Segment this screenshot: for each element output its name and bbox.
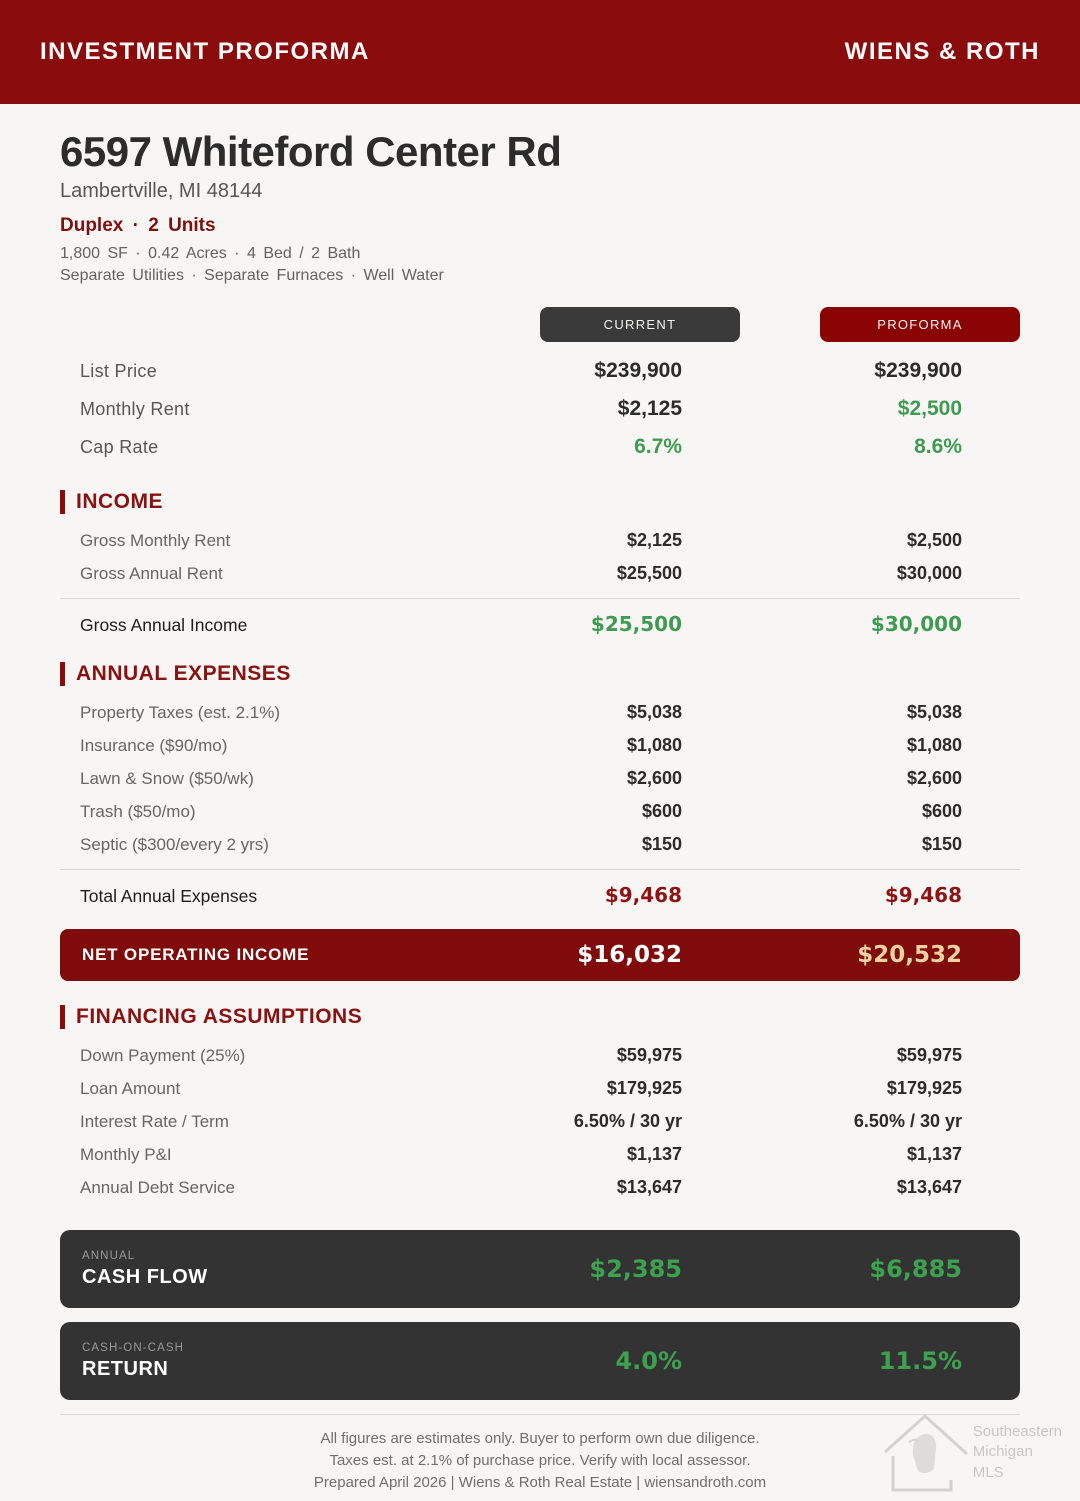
section-title: FINANCING ASSUMPTIONS [76,1005,363,1028]
footer-line-3: Prepared April 2026 | Wiens & Roth Real Estate | wiensandroth.com [313,1473,767,1491]
total-value-proforma: $30,000 [870,612,962,636]
noi-value-current: $16,032 [577,942,682,968]
row-label: Trash ($50/mo) [80,802,196,821]
row-label: Annual Debt Service [80,1178,235,1197]
row-label: Monthly P&I [80,1145,172,1164]
total-value-proforma: $9,468 [884,883,962,907]
section-title: ANNUAL EXPENSES [76,662,291,685]
footer-line-2: Taxes est. at 2.1% of purchase price. Verify with local assessor. [329,1451,751,1469]
income-table [60,524,1020,590]
brand-name: WIENS & ROTH [844,38,1040,65]
row-value-proforma: $150 [921,834,962,854]
section-accent-bar [60,1005,65,1029]
return-label: RETURN [82,1357,169,1380]
table-row [60,729,1020,762]
cash-flow-proforma: $6,885 [869,1255,962,1283]
row-value-current: $2,125 [617,397,682,420]
row-label: Monthly Rent [80,399,190,419]
column-header-row [60,307,1020,342]
row-value-proforma: $600 [921,801,962,821]
divider [60,598,1020,599]
row-value-proforma: $5,038 [906,702,962,722]
section-accent-bar [60,662,65,686]
cash-flow-label: CASH FLOW [82,1265,208,1288]
row-value-current: $239,900 [594,359,682,382]
net-operating-income-bar [60,929,1020,981]
property-address: 6597 Whiteford Center Rd [60,128,562,175]
mls-logo-text [973,1422,1062,1483]
table-row [60,696,1020,729]
expenses-total-row [60,878,1020,909]
row-value-proforma: $1,137 [906,1144,962,1164]
section-accent-bar [60,490,65,514]
row-label: Gross Annual Rent [80,564,223,583]
row-value-proforma: $239,900 [874,359,962,382]
divider [60,869,1020,870]
property-type-units: Duplex · 2 Units [60,215,216,236]
table-row [60,828,1020,861]
row-value-current: $13,647 [616,1177,682,1197]
row-value-proforma: $2,600 [906,768,962,788]
logo-line-2: Michigan [972,1443,1033,1461]
return-current: 4.0% [615,1347,682,1375]
noi-label: NET OPERATING INCOME [82,945,310,964]
noi-value-proforma: $20,532 [857,942,962,968]
row-value-proforma: $2,500 [906,530,962,550]
page-header [0,0,1080,104]
table-row [60,1171,1020,1204]
table-row [60,524,1020,557]
row-label: Lawn & Snow ($50/wk) [80,769,254,788]
row-value-proforma: $2,500 [897,397,962,420]
row-value-proforma: 8.6% [914,435,962,458]
table-row [60,762,1020,795]
property-location: Lambertville, MI 48144 [60,180,263,202]
section-heading-income [60,490,1020,514]
return-eyebrow: CASH-ON-CASH [82,1341,185,1354]
total-value-current: $25,500 [590,612,682,636]
row-label: Interest Rate / Term [80,1112,229,1131]
row-value-current: $5,038 [626,702,682,722]
row-value-current: $25,500 [616,563,682,583]
summary-table [60,352,1020,466]
row-label: Gross Monthly Rent [80,531,231,550]
total-value-current: $9,468 [604,883,682,907]
table-row [60,390,1020,428]
section-heading-financing [60,1005,1020,1029]
row-value-proforma: $59,975 [896,1045,962,1065]
annual-cash-flow-bar [60,1230,1020,1308]
section-heading-expenses [60,662,1020,686]
proforma-column-badge: PROFORMA [820,307,1020,342]
footer-divider [60,1414,1020,1415]
row-label: Down Payment (25%) [80,1046,246,1065]
row-value-current: $2,125 [626,530,682,550]
property-specs: 1,800 SF · 0.42 Acres · 4 Bed / 2 Bath [60,245,361,262]
row-label: Septic ($300/every 2 yrs) [80,835,269,854]
row-label: Property Taxes (est. 2.1%) [80,703,280,722]
table-row [60,1039,1020,1072]
row-label: Insurance ($90/mo) [80,736,228,755]
expenses-table [60,696,1020,861]
row-value-current: $150 [641,834,682,854]
house-michigan-icon [879,1404,971,1501]
table-row [60,1105,1020,1138]
financing-table [60,1039,1020,1204]
section-title: INCOME [76,490,163,513]
table-row [60,795,1020,828]
property-features: Separate Utilities · Separate Furnaces · Well Water [60,267,444,284]
table-row [60,428,1020,466]
logo-line-3: MLS [972,1463,1004,1481]
table-row [60,1138,1020,1171]
income-total-row [60,607,1020,638]
cash-on-cash-return-bar [60,1322,1020,1400]
cash-flow-label-block [60,1250,540,1289]
row-value-current: 6.50% / 30 yr [573,1111,682,1131]
footer [0,1414,1080,1493]
row-value-current: $2,600 [626,768,682,788]
return-proforma: 11.5% [878,1347,962,1375]
return-label-block [60,1342,540,1381]
row-value-proforma: 6.50% / 30 yr [853,1111,962,1131]
footer-line-1: All figures are estimates only. Buyer to perform own due diligence. [320,1430,760,1447]
cash-flow-current: $2,385 [589,1255,682,1283]
row-value-current: $1,080 [626,735,682,755]
row-value-current: $600 [641,801,682,821]
row-value-current: $1,137 [626,1144,682,1164]
mls-logo [879,1404,1062,1501]
row-value-current: 6.7% [634,435,682,458]
row-value-proforma: $30,000 [896,563,962,583]
table-row [60,1072,1020,1105]
row-value-proforma: $179,925 [886,1078,962,1098]
total-label: Total Annual Expenses [80,886,258,906]
total-label: Gross Annual Income [80,615,248,635]
row-label: Cap Rate [80,437,159,457]
current-column-badge: CURRENT [540,307,740,342]
logo-line-1: Southeastern [972,1423,1062,1441]
cash-flow-eyebrow: ANNUAL [82,1249,136,1262]
report-body [60,128,1020,1400]
table-row [60,352,1020,390]
row-value-proforma: $13,647 [896,1177,962,1197]
row-label: Loan Amount [80,1079,181,1098]
row-value-current: $179,925 [606,1078,682,1098]
page-header-title: INVESTMENT PROFORMA [40,38,370,65]
row-value-proforma: $1,080 [906,735,962,755]
row-value-current: $59,975 [616,1045,682,1065]
row-label: List Price [80,361,158,381]
table-row [60,557,1020,590]
